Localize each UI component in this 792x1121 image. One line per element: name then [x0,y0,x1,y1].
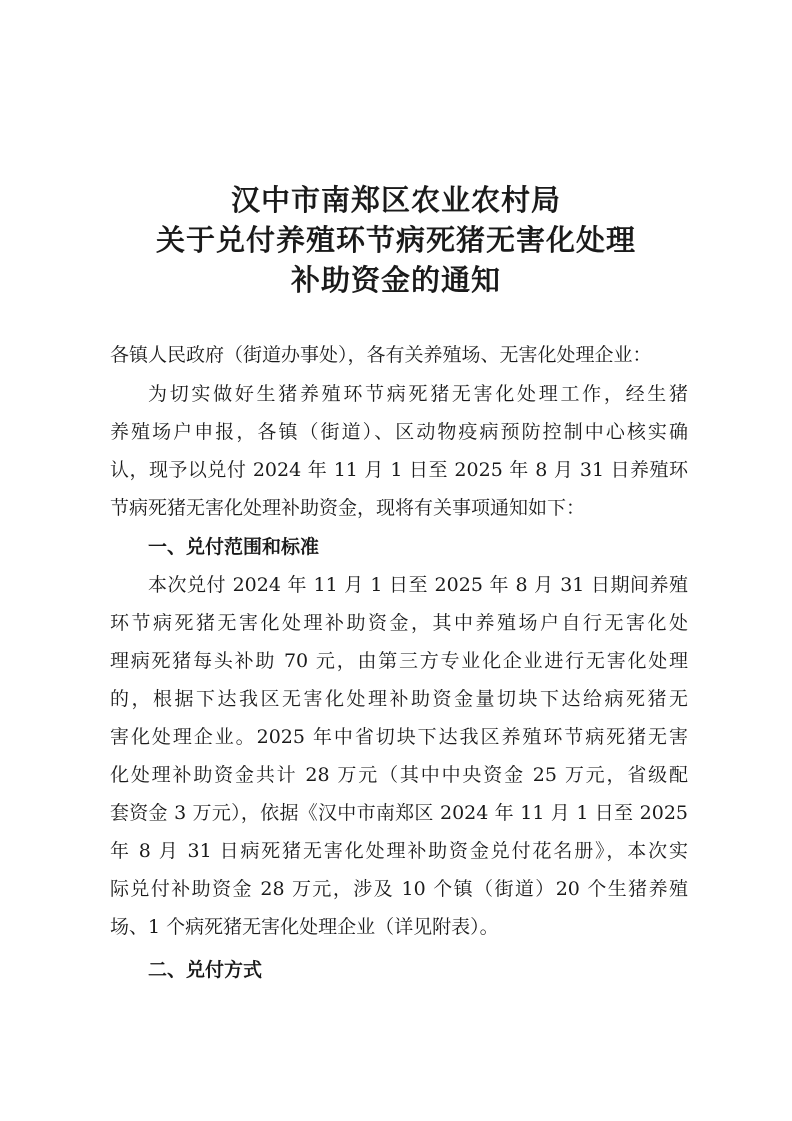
intro-line-3: 认，现予以兑付 2024 年 11 月 1 日至 2025 年 8 月 31 日养殖环 [110,459,688,481]
salutation: 各镇人民政府（街道办事处），各有关养殖场、无害化处理企业： [110,344,652,366]
section-1-line-8: 年 8 月 31 日病死猪无害化处理补助资金兑付花名册》，本次实 [110,840,688,862]
section-1-line-1: 本次兑付 2024 年 11 月 1 日至 2025 年 8 月 31 日期间养殖 [148,574,688,596]
intro-line-1: 为切实做好生猪养殖环节病死猪无害化处理工作，经生猪 [148,383,688,405]
section-1-line-9: 际兑付补助资金 28 万元，涉及 10 个镇（街道）20 个生猪养殖 [110,878,688,900]
section-1-line-10: 场、1 个病死猪无害化处理企业（详见附表）。 [110,916,499,938]
section-1-line-2: 环节病死猪无害化处理补助资金，其中养殖场户自行无害化处 [110,612,688,634]
section-1-line-5: 害化处理企业。2025 年中省切块下达我区养殖环节病死猪无害 [110,726,688,748]
section-1-line-6: 化处理补助资金共计 28 万元（其中中央资金 25 万元，省级配 [110,764,688,786]
intro-line-2: 养殖场户申报，各镇（街道）、区动物疫病预防控制中心核实确 [110,421,688,443]
section-1-line-4: 的，根据下达我区无害化处理补助资金量切块下达给病死猪无 [110,688,688,710]
section-1-heading: 一、兑付范围和标准 [148,536,320,558]
title-line-2: 关于兑付养殖环节病死猪无害化处理 [155,223,636,257]
title-line-1: 汉中市南郑区农业农村局 [230,183,561,217]
section-1-line-3: 理病死猪每头补助 70 元，由第三方专业化企业进行无害化处理 [110,650,688,672]
title-line-3: 补助资金的通知 [290,263,501,297]
intro-line-4: 节病死猪无害化处理补助资金，现将有关事项通知如下： [110,497,586,519]
section-2-heading: 二、兑付方式 [148,959,263,981]
section-1-line-7: 套资金 3 万元），依据《汉中市南郑区 2024 年 11 月 1 日至 2025 [110,802,688,824]
